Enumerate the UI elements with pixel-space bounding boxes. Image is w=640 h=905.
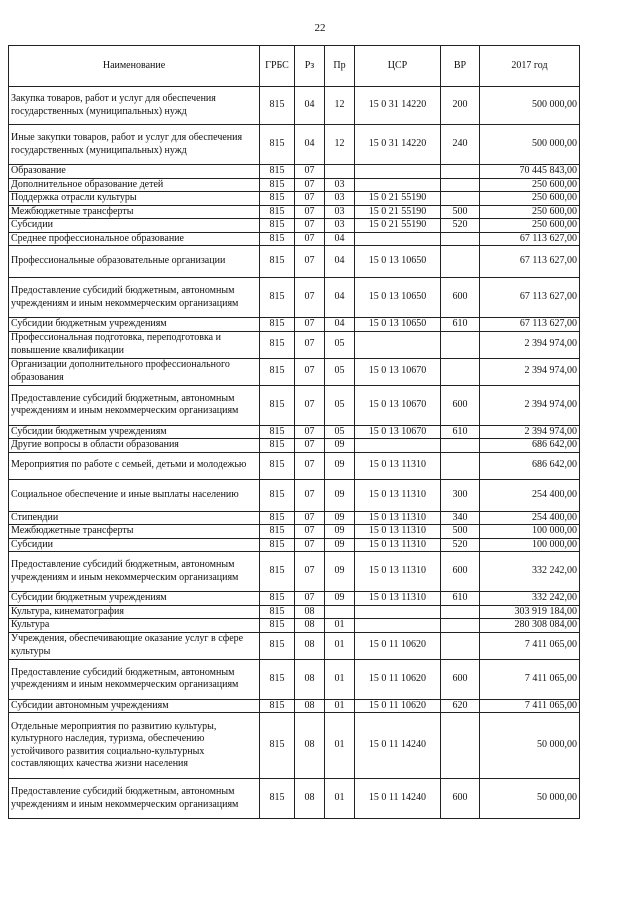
cell-vr	[441, 632, 480, 659]
cell-vr: 340	[441, 511, 480, 525]
header-rz: Рз	[295, 46, 325, 87]
cell-rz: 07	[295, 358, 325, 385]
cell-name: Социальное обеспечение и иные выплаты населению	[9, 479, 260, 511]
cell-name: Субсидии бюджетным учреждениям	[9, 592, 260, 606]
cell-grbs: 815	[260, 205, 295, 219]
cell-rz: 07	[295, 452, 325, 479]
cell-csr: 15 0 13 11310	[355, 452, 441, 479]
table-row	[9, 358, 580, 385]
cell-grbs: 815	[260, 619, 295, 633]
cell-vr	[441, 713, 480, 779]
cell-sum: 67 113 627,00	[480, 278, 580, 318]
cell-grbs: 815	[260, 659, 295, 699]
cell-name: Профессиональная подготовка, переподготовка и повышение квалификации	[9, 331, 260, 358]
cell-sum: 67 113 627,00	[480, 232, 580, 246]
table-row	[9, 659, 580, 699]
cell-pr: 09	[325, 452, 355, 479]
cell-grbs: 815	[260, 331, 295, 358]
cell-csr: 15 0 13 10650	[355, 318, 441, 332]
cell-vr	[441, 232, 480, 246]
table-row	[9, 232, 580, 246]
cell-name: Субсидии бюджетным учреждениям	[9, 425, 260, 439]
cell-pr: 09	[325, 439, 355, 453]
table-row	[9, 318, 580, 332]
cell-name: Закупка товаров, работ и услуг для обеспечения государственных (муниципальных) нужд	[9, 87, 260, 125]
cell-rz: 07	[295, 192, 325, 206]
cell-pr: 05	[325, 385, 355, 425]
cell-grbs: 815	[260, 232, 295, 246]
cell-vr: 600	[441, 278, 480, 318]
cell-name: Предоставление субсидий бюджетным, автономным учреждениям и иным некоммерческим организациям	[9, 659, 260, 699]
cell-sum: 254 400,00	[480, 511, 580, 525]
cell-vr	[441, 178, 480, 192]
cell-name: Предоставление субсидий бюджетным, автономным учреждениям и иным некоммерческим организациям	[9, 385, 260, 425]
cell-name: Предоставление субсидий бюджетным, автономным учреждениям и иным некоммерческим организациям	[9, 552, 260, 592]
header-year: 2017 год	[480, 46, 580, 87]
cell-pr: 04	[325, 318, 355, 332]
cell-name: Другие вопросы в области образования	[9, 439, 260, 453]
cell-vr	[441, 358, 480, 385]
cell-csr: 15 0 13 10650	[355, 246, 441, 278]
cell-name: Отдельные мероприятия по развитию культуры, культурного наследия, туризма, обеспечению устойчивого развития социально-культурных составляющих качества жизни населения	[9, 713, 260, 779]
cell-pr: 04	[325, 278, 355, 318]
cell-pr: 04	[325, 246, 355, 278]
header-vr: ВР	[441, 46, 480, 87]
cell-pr: 09	[325, 592, 355, 606]
cell-name: Среднее профессиональное образование	[9, 232, 260, 246]
cell-rz: 07	[295, 318, 325, 332]
cell-vr: 600	[441, 552, 480, 592]
cell-vr: 200	[441, 87, 480, 125]
cell-vr: 600	[441, 385, 480, 425]
table-header-row	[9, 46, 580, 87]
cell-pr: 05	[325, 358, 355, 385]
cell-grbs: 815	[260, 87, 295, 125]
cell-grbs: 815	[260, 713, 295, 779]
cell-csr: 15 0 13 11310	[355, 538, 441, 552]
cell-rz: 07	[295, 525, 325, 539]
cell-rz: 08	[295, 659, 325, 699]
cell-rz: 07	[295, 232, 325, 246]
cell-sum: 500 000,00	[480, 87, 580, 125]
cell-grbs: 815	[260, 779, 295, 819]
table-row	[9, 246, 580, 278]
cell-name: Культура	[9, 619, 260, 633]
table-row	[9, 713, 580, 779]
cell-rz: 08	[295, 632, 325, 659]
cell-vr	[441, 439, 480, 453]
cell-csr: 15 0 31 14220	[355, 87, 441, 125]
cell-rz: 08	[295, 619, 325, 633]
header-csr: ЦСР	[355, 46, 441, 87]
table-row	[9, 331, 580, 358]
cell-vr	[441, 619, 480, 633]
cell-rz: 08	[295, 713, 325, 779]
cell-pr: 05	[325, 331, 355, 358]
cell-vr	[441, 331, 480, 358]
cell-sum: 250 600,00	[480, 178, 580, 192]
table-row	[9, 219, 580, 233]
cell-csr: 15 0 11 10620	[355, 659, 441, 699]
cell-name: Субсидии	[9, 219, 260, 233]
cell-grbs: 815	[260, 632, 295, 659]
cell-rz: 08	[295, 605, 325, 619]
cell-sum: 2 394 974,00	[480, 331, 580, 358]
cell-sum: 2 394 974,00	[480, 385, 580, 425]
cell-sum: 686 642,00	[480, 452, 580, 479]
cell-sum: 500 000,00	[480, 125, 580, 165]
cell-sum: 67 113 627,00	[480, 246, 580, 278]
header-grbs: ГРБС	[260, 46, 295, 87]
cell-csr: 15 0 13 11310	[355, 552, 441, 592]
cell-sum: 50 000,00	[480, 779, 580, 819]
cell-vr	[441, 192, 480, 206]
cell-sum: 2 394 974,00	[480, 425, 580, 439]
cell-grbs: 815	[260, 538, 295, 552]
table-row	[9, 592, 580, 606]
cell-grbs: 815	[260, 125, 295, 165]
cell-pr: 09	[325, 479, 355, 511]
cell-pr: 03	[325, 219, 355, 233]
header-pr: Пр	[325, 46, 355, 87]
cell-csr	[355, 232, 441, 246]
table-row	[9, 205, 580, 219]
cell-grbs: 815	[260, 511, 295, 525]
table-row	[9, 452, 580, 479]
cell-pr: 01	[325, 713, 355, 779]
cell-rz: 07	[295, 538, 325, 552]
cell-grbs: 815	[260, 439, 295, 453]
cell-grbs: 815	[260, 318, 295, 332]
cell-csr: 15 0 13 10670	[355, 425, 441, 439]
cell-vr: 500	[441, 525, 480, 539]
cell-pr: 12	[325, 87, 355, 125]
cell-grbs: 815	[260, 699, 295, 713]
cell-rz: 07	[295, 479, 325, 511]
cell-vr: 620	[441, 699, 480, 713]
table-row	[9, 125, 580, 165]
cell-grbs: 815	[260, 425, 295, 439]
cell-pr: 09	[325, 552, 355, 592]
cell-csr	[355, 331, 441, 358]
cell-rz: 08	[295, 779, 325, 819]
cell-pr: 05	[325, 425, 355, 439]
table-row	[9, 699, 580, 713]
budget-table	[8, 45, 580, 819]
cell-grbs: 815	[260, 525, 295, 539]
table-row	[9, 439, 580, 453]
cell-grbs: 815	[260, 178, 295, 192]
cell-rz: 07	[295, 165, 325, 179]
cell-csr	[355, 619, 441, 633]
table-row	[9, 552, 580, 592]
cell-name: Субсидии бюджетным учреждениям	[9, 318, 260, 332]
cell-rz: 07	[295, 331, 325, 358]
cell-csr: 15 0 21 55190	[355, 219, 441, 233]
cell-pr	[325, 165, 355, 179]
table-row	[9, 87, 580, 125]
cell-sum: 67 113 627,00	[480, 318, 580, 332]
cell-name: Мероприятия по работе с семьей, детьми и молодежью	[9, 452, 260, 479]
cell-grbs: 815	[260, 552, 295, 592]
cell-csr: 15 0 13 10670	[355, 358, 441, 385]
cell-grbs: 815	[260, 165, 295, 179]
cell-vr: 240	[441, 125, 480, 165]
table-row	[9, 605, 580, 619]
cell-name: Субсидии	[9, 538, 260, 552]
cell-sum: 70 445 843,00	[480, 165, 580, 179]
cell-rz: 07	[295, 219, 325, 233]
cell-sum: 280 308 084,00	[480, 619, 580, 633]
cell-csr: 15 0 21 55190	[355, 192, 441, 206]
cell-pr	[325, 605, 355, 619]
cell-sum: 254 400,00	[480, 479, 580, 511]
cell-csr: 15 0 13 11310	[355, 525, 441, 539]
cell-pr: 03	[325, 178, 355, 192]
cell-name: Поддержка отрасли культуры	[9, 192, 260, 206]
cell-csr	[355, 178, 441, 192]
table-row	[9, 385, 580, 425]
cell-sum: 250 600,00	[480, 219, 580, 233]
cell-grbs: 815	[260, 592, 295, 606]
cell-grbs: 815	[260, 358, 295, 385]
cell-rz: 04	[295, 87, 325, 125]
cell-rz: 07	[295, 425, 325, 439]
cell-sum: 100 000,00	[480, 538, 580, 552]
cell-grbs: 815	[260, 219, 295, 233]
cell-vr: 520	[441, 219, 480, 233]
cell-name: Межбюджетные трансферты	[9, 205, 260, 219]
cell-pr: 01	[325, 619, 355, 633]
cell-csr	[355, 165, 441, 179]
cell-vr	[441, 452, 480, 479]
cell-name: Субсидии автономным учреждениям	[9, 699, 260, 713]
cell-vr	[441, 246, 480, 278]
cell-vr: 600	[441, 779, 480, 819]
cell-rz: 07	[295, 385, 325, 425]
cell-csr: 15 0 13 10670	[355, 385, 441, 425]
cell-csr: 15 0 11 10620	[355, 632, 441, 659]
cell-csr: 15 0 31 14220	[355, 125, 441, 165]
table-row	[9, 278, 580, 318]
header-name: Наименование	[9, 46, 260, 87]
table-row	[9, 619, 580, 633]
cell-csr: 15 0 21 55190	[355, 205, 441, 219]
cell-csr: 15 0 13 11310	[355, 479, 441, 511]
table-row	[9, 425, 580, 439]
table-row	[9, 632, 580, 659]
cell-vr	[441, 605, 480, 619]
cell-pr: 01	[325, 699, 355, 713]
cell-pr: 03	[325, 192, 355, 206]
cell-rz: 08	[295, 699, 325, 713]
cell-grbs: 815	[260, 452, 295, 479]
table-row	[9, 192, 580, 206]
cell-sum: 100 000,00	[480, 525, 580, 539]
cell-grbs: 815	[260, 278, 295, 318]
cell-csr: 15 0 11 14240	[355, 779, 441, 819]
table-row	[9, 779, 580, 819]
table-row	[9, 479, 580, 511]
cell-vr: 610	[441, 592, 480, 606]
cell-name: Иные закупки товаров, работ и услуг для обеспечения государственных (муниципальных) нужд	[9, 125, 260, 165]
table-row	[9, 538, 580, 552]
cell-csr: 15 0 13 10650	[355, 278, 441, 318]
cell-csr: 15 0 13 11310	[355, 592, 441, 606]
cell-rz: 07	[295, 511, 325, 525]
cell-name: Предоставление субсидий бюджетным, автономным учреждениям и иным некоммерческим организациям	[9, 278, 260, 318]
cell-csr: 15 0 11 10620	[355, 699, 441, 713]
cell-pr: 01	[325, 659, 355, 699]
page-number: 22	[314, 22, 326, 34]
cell-csr: 15 0 11 14240	[355, 713, 441, 779]
table-row	[9, 525, 580, 539]
cell-vr: 300	[441, 479, 480, 511]
cell-rz: 07	[295, 592, 325, 606]
cell-grbs: 815	[260, 479, 295, 511]
cell-vr: 610	[441, 318, 480, 332]
cell-sum: 50 000,00	[480, 713, 580, 779]
cell-sum: 332 242,00	[480, 592, 580, 606]
cell-vr: 610	[441, 425, 480, 439]
table-body	[9, 87, 580, 819]
cell-rz: 07	[295, 439, 325, 453]
cell-name: Профессиональные образовательные организации	[9, 246, 260, 278]
cell-name: Учреждения, обеспечивающие оказание услуг в сфере культуры	[9, 632, 260, 659]
cell-name: Образование	[9, 165, 260, 179]
cell-rz: 07	[295, 246, 325, 278]
cell-grbs: 815	[260, 192, 295, 206]
cell-csr	[355, 605, 441, 619]
cell-rz: 07	[295, 278, 325, 318]
cell-pr: 12	[325, 125, 355, 165]
cell-vr: 520	[441, 538, 480, 552]
cell-vr: 500	[441, 205, 480, 219]
cell-pr: 04	[325, 232, 355, 246]
cell-name: Организации дополнительного профессионального образования	[9, 358, 260, 385]
table-row	[9, 511, 580, 525]
cell-name: Предоставление субсидий бюджетным, автономным учреждениям и иным некоммерческим организациям	[9, 779, 260, 819]
cell-name: Дополнительное образование детей	[9, 178, 260, 192]
cell-sum: 7 411 065,00	[480, 659, 580, 699]
cell-sum: 332 242,00	[480, 552, 580, 592]
cell-sum: 2 394 974,00	[480, 358, 580, 385]
table-row	[9, 178, 580, 192]
cell-pr: 01	[325, 779, 355, 819]
cell-name: Межбюджетные трансферты	[9, 525, 260, 539]
cell-sum: 250 600,00	[480, 205, 580, 219]
cell-grbs: 815	[260, 605, 295, 619]
cell-vr: 600	[441, 659, 480, 699]
table-row	[9, 165, 580, 179]
cell-grbs: 815	[260, 246, 295, 278]
cell-rz: 07	[295, 205, 325, 219]
cell-pr: 03	[325, 205, 355, 219]
cell-sum: 303 919 184,00	[480, 605, 580, 619]
cell-csr	[355, 439, 441, 453]
cell-pr: 09	[325, 511, 355, 525]
cell-grbs: 815	[260, 385, 295, 425]
cell-sum: 250 600,00	[480, 192, 580, 206]
cell-rz: 07	[295, 178, 325, 192]
cell-pr: 09	[325, 525, 355, 539]
cell-sum: 686 642,00	[480, 439, 580, 453]
cell-csr: 15 0 13 11310	[355, 511, 441, 525]
cell-name: Культура, кинематография	[9, 605, 260, 619]
cell-name: Стипендии	[9, 511, 260, 525]
cell-sum: 7 411 065,00	[480, 632, 580, 659]
cell-rz: 04	[295, 125, 325, 165]
cell-vr	[441, 165, 480, 179]
cell-pr: 01	[325, 632, 355, 659]
cell-pr: 09	[325, 538, 355, 552]
cell-rz: 07	[295, 552, 325, 592]
cell-sum: 7 411 065,00	[480, 699, 580, 713]
